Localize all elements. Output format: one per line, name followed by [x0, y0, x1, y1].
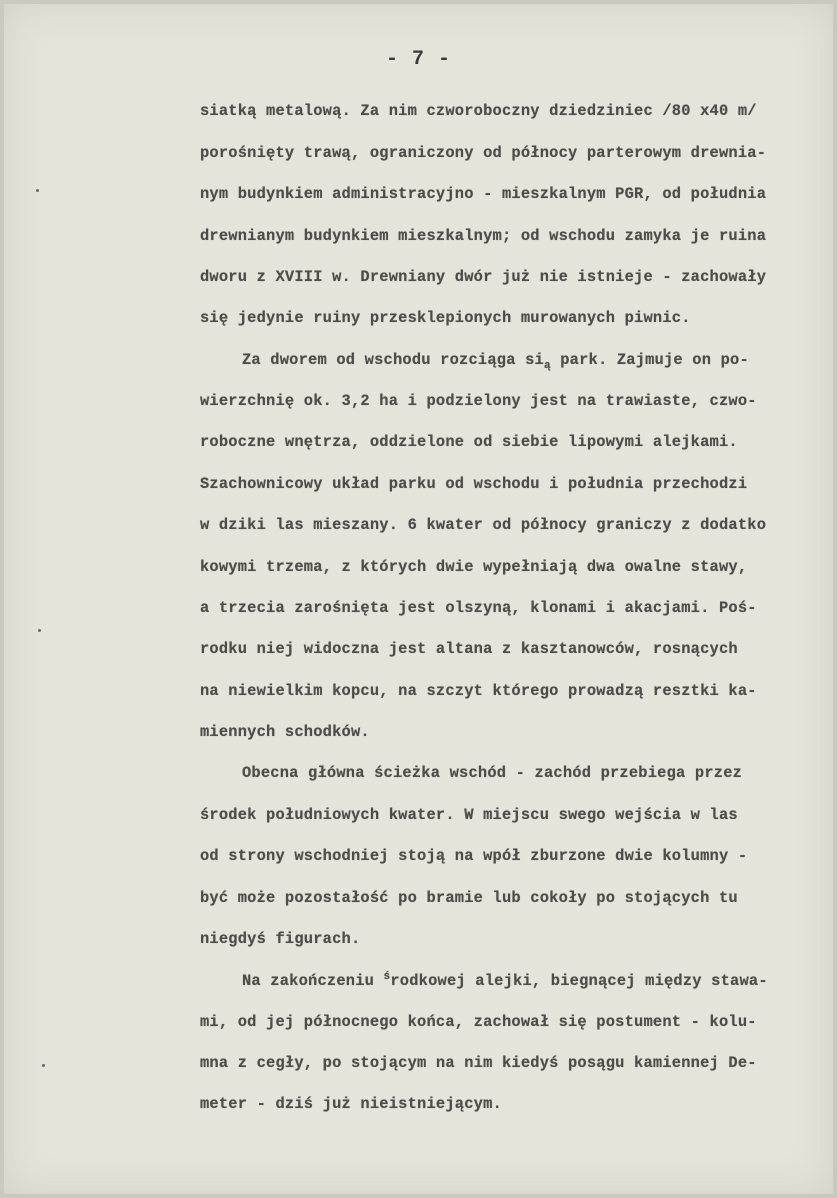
text-line: roboczne wnętrza, oddzielone od siebie lipowymi alejkami.	[200, 433, 738, 451]
text-fragment: Za dworem od wschodu rozciąga si	[242, 351, 544, 369]
text-line: kowymi trzema, z których dwie wypełniają dwa owalne stawy,	[200, 558, 748, 576]
text-fragment: Na zakończeniu	[242, 972, 384, 990]
text-line: nym budynkiem administracyjno - mieszkalnym PGR, od południa	[200, 185, 767, 203]
text-line: środek południowych kwater. W miejscu swego wejścia w las	[200, 806, 738, 824]
paper-speck	[36, 189, 39, 192]
text-line: Obecna główna ścieżka wschód - zachód przebiega przez	[242, 764, 743, 782]
text-line: a trzecia zarośnięta jest olszyną, klonami i akacjami. Poś-	[200, 599, 757, 617]
paper-speck	[38, 629, 41, 632]
text-line: mi, od jej północnego końca, zachował się postument - kolu-	[200, 1013, 757, 1031]
superscript-char: ś	[383, 971, 391, 983]
text-line: siatką metalową. Za nim czworoboczny dziedziniec /80 x40 m/	[200, 102, 757, 120]
text-line: w dziki las mieszany. 6 kwater od północy graniczy z dodatko	[200, 516, 767, 534]
text-line: się jedynie ruiny przesklepionych murowanych piwnic.	[200, 309, 691, 327]
text-line: niegdyś figurach.	[200, 930, 361, 948]
text-line: mna z cegły, po stojącym na nim kiedyś posągu kamiennej De-	[200, 1054, 757, 1072]
text-fragment: rodkowej alejki, biegnącej między stawa-	[390, 972, 768, 990]
text-line	[242, 971, 768, 990]
text-line: być może pozostałość po bramie lub cokoły po stojących tu	[200, 889, 738, 907]
page-number: - 7 -	[385, 48, 451, 71]
text-line: wierzchnię ok. 3,2 ha i podzielony jest na trawiaste, czwo-	[200, 392, 757, 410]
text-line: drewnianym budynkiem mieszkalnym; od wschodu zamyka je ruina	[200, 227, 767, 245]
text-line: od strony wschodniej stoją na wpół zburzone dwie kolumny -	[200, 847, 748, 865]
subscript-char: ą	[543, 360, 551, 372]
text-line: porośnięty trawą, ograniczony od północy parterowym drewnia-	[200, 144, 767, 162]
document-page	[4, 4, 833, 1194]
text-line: Szachownicowy układ parku od wschodu i południa przechodzi	[200, 475, 748, 493]
text-line: meter - dziś już nieistniejącym.	[200, 1095, 502, 1113]
text-fragment: park. Zajmuje on po-	[550, 351, 749, 369]
text-line: miennych schodków.	[200, 723, 370, 741]
text-line	[242, 351, 749, 372]
text-line: na niewielkim kopcu, na szczyt którego prowadzą resztki ka-	[200, 682, 757, 700]
text-line: dworu z XVIII w. Drewniany dwór już nie istnieje - zachowały	[200, 268, 767, 286]
text-line: rodku niej widoczna jest altana z kasztanowców, rosnących	[200, 640, 738, 658]
paper-speck	[42, 1064, 45, 1067]
